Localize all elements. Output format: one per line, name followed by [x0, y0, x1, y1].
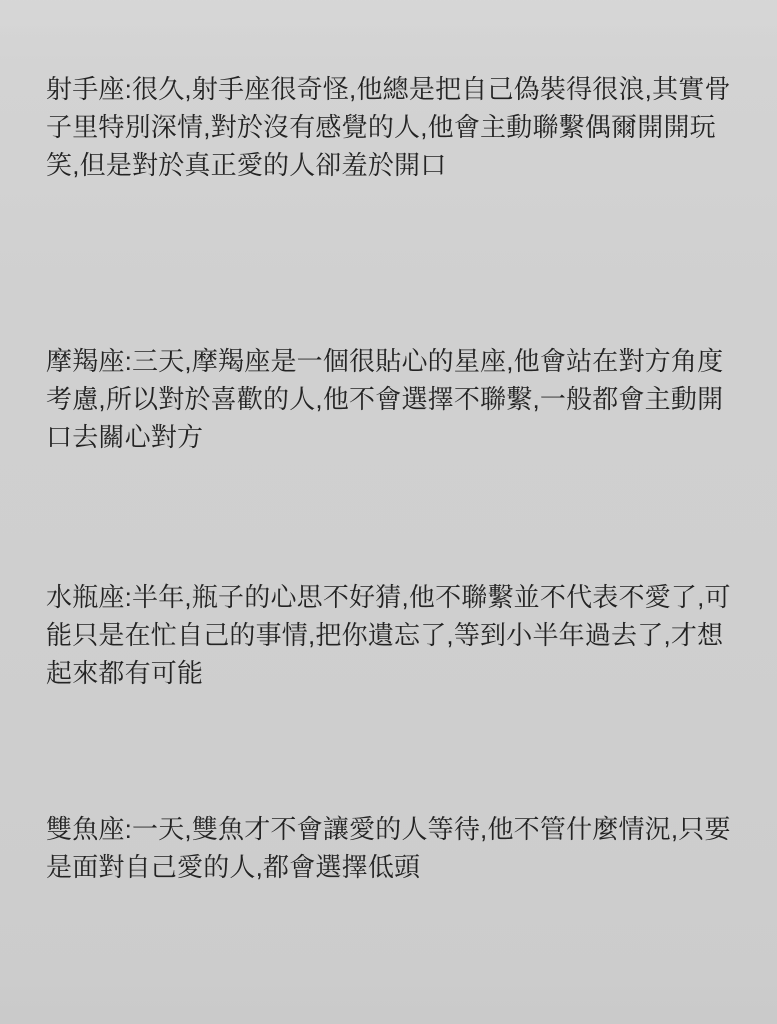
page-top-shading [0, 0, 777, 60]
paragraph-pisces: 雙魚座:一天,雙魚才不會讓愛的人等待,他不管什麼情況,只要是面對自己愛的人,都會選擇低頭 [46, 814, 731, 882]
text-block-aquarius [46, 578, 739, 692]
text-block-sagittarius [46, 70, 739, 184]
paragraph-capricorn: 摩羯座:三天,摩羯座是一個很貼心的星座,他會站在對方角度考慮,所以對於喜歡的人,他不會選擇不聯繫,一般都會主動開口去關心對方 [46, 346, 724, 452]
text-block-capricorn [46, 342, 739, 456]
paragraph-aquarius: 水瓶座:半年,瓶子的心思不好猜,他不聯繫並不代表不愛了,可能只是在忙自己的事情,把你遺忘了,等到小半年過去了,才想起來都有可能 [46, 582, 731, 688]
text-block-pisces [46, 810, 739, 886]
page-bottom-shading [0, 974, 777, 1024]
paragraph-sagittarius: 射手座:很久,射手座很奇怪,他總是把自己偽裝得很浪,其實骨子里特別深情,對於沒有感覺的人,他會主動聯繫偶爾開開玩笑,但是對於真正愛的人卻羞於開口 [46, 74, 731, 180]
